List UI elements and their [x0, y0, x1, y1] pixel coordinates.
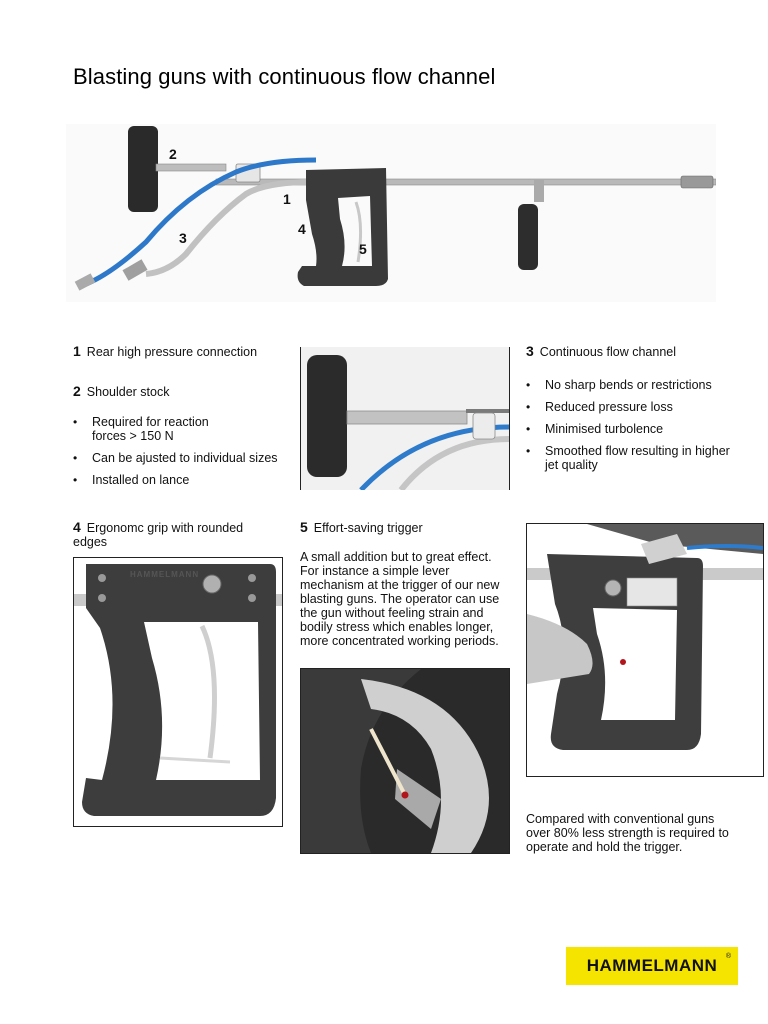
- callout-1: 1: [283, 191, 291, 207]
- page-title: Blasting guns with continuous flow channel: [73, 64, 496, 89]
- callout-4: 4: [298, 221, 306, 237]
- blasting-gun-illustration: [66, 124, 716, 302]
- section-5-heading: [300, 520, 423, 535]
- list-item: • Smoothed flow resulting in higher jet quality: [526, 444, 740, 472]
- callout-2: 2: [169, 146, 177, 162]
- section-2-bullets: [73, 415, 303, 495]
- registered-mark: ®: [725, 953, 731, 960]
- logo-text: HAMMELMANN: [586, 956, 718, 975]
- callout-5: 5: [359, 241, 367, 257]
- section-3-heading: [526, 344, 676, 359]
- compare-text: Compared with conventional guns over 80% less strength is required to operate and hold the trigger.: [526, 812, 729, 854]
- section-5-label: Effort-saving trigger: [313, 521, 423, 535]
- list-item: • Required for reaction forces > 150 N: [73, 415, 232, 443]
- section-3-label: Continuous flow channel: [539, 345, 676, 359]
- section-1-number: 1: [73, 343, 81, 359]
- list-item: • Reduced pressure loss: [526, 400, 740, 414]
- section-2-number: 2: [73, 383, 81, 399]
- list-item: • Installed on lance: [73, 473, 303, 487]
- shoulder-stock-photo: [300, 347, 510, 490]
- section-5-paragraph: A small addition but to great effect. For instance a simple lever mechanism at the trigger of our new blasting guns. The operator can use the gun without feeling strain and bodily stress which enables longer, more concentrated working periods.: [300, 550, 500, 648]
- callout-3: 3: [179, 230, 187, 246]
- section-3-bullets: [526, 378, 740, 480]
- list-item: • No sharp bends or restrictions: [526, 378, 740, 392]
- section-2-label: Shoulder stock: [86, 385, 170, 399]
- grip-brand-embossing: HAMMELMANN: [130, 570, 200, 579]
- section-1-heading: [73, 344, 257, 359]
- trigger-closeup-photo: [300, 668, 510, 854]
- section-4-label: Ergonomc grip with rounded edges: [73, 521, 244, 549]
- hammelmann-logo: [566, 947, 738, 985]
- blasting-gun-image: [66, 124, 716, 302]
- section-4-heading: [73, 520, 273, 549]
- section-2-heading: [73, 384, 169, 399]
- list-item: • Can be ajusted to individual sizes: [73, 451, 303, 465]
- list-item: • Minimised turbolence: [526, 422, 740, 436]
- section-3-number: 3: [526, 343, 534, 359]
- section-5-number: 5: [300, 519, 308, 535]
- grip-in-hand-photo: [526, 523, 764, 777]
- ergonomic-grip-photo: [73, 557, 283, 827]
- section-1-label: Rear high pressure connection: [86, 345, 258, 359]
- section-4-number: 4: [73, 519, 81, 535]
